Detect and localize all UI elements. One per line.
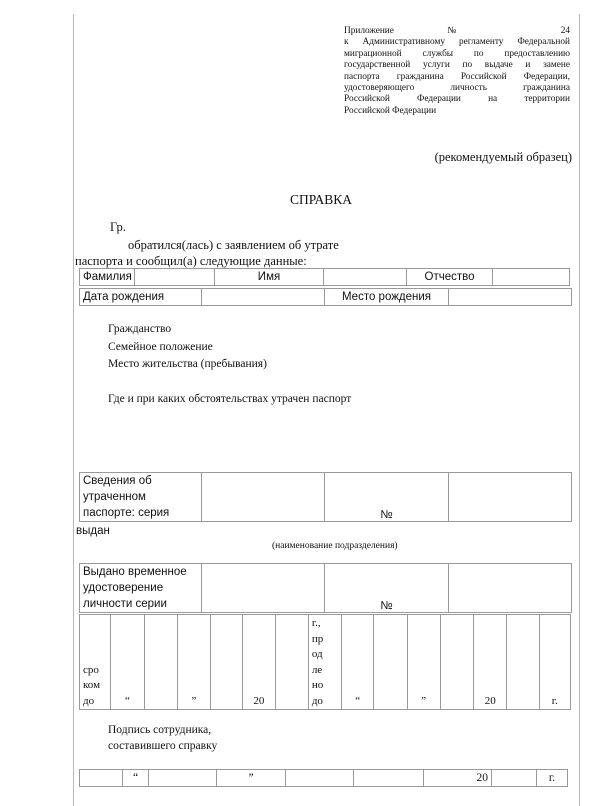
lost-passport-table: [79, 472, 572, 522]
annex-line: миграционной службы по предоставлению: [344, 48, 570, 59]
ext-month-value[interactable]: [440, 615, 473, 710]
term-day-value[interactable]: [144, 615, 177, 710]
term-year-prefix: 20: [243, 615, 275, 710]
intro-gr: Гр.: [110, 220, 126, 234]
name-table: [79, 268, 570, 286]
ext-quote-close: ”: [407, 615, 440, 710]
circumstances-label: Где и при каких обстоятельствах утрачен паспорт: [108, 393, 352, 405]
ext-year-suffix: г.: [539, 615, 570, 710]
marital-label: Семейное положение: [108, 341, 213, 353]
validity-table: [79, 614, 571, 710]
dob-label: Дата рождения: [80, 289, 202, 306]
patronymic-label: Отчество: [407, 269, 493, 286]
surname-value[interactable]: [135, 269, 215, 286]
lost-number-value[interactable]: [449, 473, 572, 522]
name-label: Имя: [215, 269, 324, 286]
annex-line: удостоверяющего личность гражданина: [344, 83, 570, 94]
name-value[interactable]: [324, 269, 407, 286]
term-quote-close: ”: [177, 615, 210, 710]
surname-label: Фамилия: [80, 269, 135, 286]
sample-note: (рекомендуемый образец): [434, 150, 572, 164]
date-month-value[interactable]: [286, 770, 354, 787]
annex-line: паспорта гражданина Российской Федерации,: [344, 71, 570, 82]
date-day-value[interactable]: [149, 770, 217, 787]
dob-value[interactable]: [202, 289, 325, 306]
lost-passport-label: Сведения об утраченном паспорте: серия: [80, 473, 202, 522]
term-year-value[interactable]: [275, 615, 308, 710]
date-year-suffix: г.: [537, 770, 568, 787]
pob-value[interactable]: [449, 289, 572, 306]
page-title: СПРАВКА: [290, 192, 353, 207]
ext-day-value[interactable]: [374, 615, 407, 710]
extended-until-label: г., пр од ле но до: [308, 615, 341, 710]
birth-table: [79, 288, 572, 306]
citizenship-label: Гражданство: [108, 323, 172, 335]
annex-line: к Административному регламенту Федеральной: [344, 37, 570, 48]
ext-year-prefix: 20: [474, 615, 507, 710]
term-until-label: сро ком до: [80, 615, 111, 710]
term-month-value[interactable]: [211, 615, 243, 710]
lost-series-value[interactable]: [202, 473, 325, 522]
annex-line: государственной услуги по выдаче и замене: [344, 60, 570, 71]
pob-label: Место рождения: [325, 289, 449, 306]
term-quote-open: “: [111, 615, 144, 710]
residence-label: Место жительства (пребывания): [108, 358, 267, 370]
date-quote-open: “: [123, 770, 149, 787]
issued-label: выдан: [76, 525, 110, 537]
ext-quote-open: “: [342, 615, 374, 710]
date-year-prefix: 20: [424, 770, 492, 787]
signature-line-1: Подпись сотрудника,: [108, 724, 212, 736]
annex-line: Российской Федерации: [344, 105, 437, 116]
annex-number: Приложение № 24: [344, 26, 570, 36]
lost-number-label: №: [325, 473, 449, 522]
patronymic-value[interactable]: [493, 269, 570, 286]
date-year-value[interactable]: [492, 770, 537, 787]
temp-number-value[interactable]: [449, 564, 572, 613]
temp-cert-label: Выдано временное удостоверение личности серии: [80, 564, 202, 613]
date-month-value-2[interactable]: [354, 770, 424, 787]
annex-line: Российской Федерации на территории: [344, 94, 570, 105]
date-blank: [80, 770, 123, 787]
temp-series-value[interactable]: [202, 564, 325, 613]
issued-caption: (наименование подразделения): [272, 541, 398, 551]
temp-number-label: №: [325, 564, 449, 613]
annex-header: [344, 26, 570, 117]
date-quote-close: ”: [217, 770, 286, 787]
temp-cert-table: [79, 563, 572, 613]
date-table: [79, 769, 568, 787]
ext-year-value[interactable]: [507, 615, 539, 710]
intro-line-2: паспорта и сообщил(а) следующие данные:: [75, 254, 307, 268]
signature-line-2: составившего справку: [108, 740, 218, 752]
intro-line-1: обратился(лась) с заявлением об утрате: [128, 238, 339, 252]
